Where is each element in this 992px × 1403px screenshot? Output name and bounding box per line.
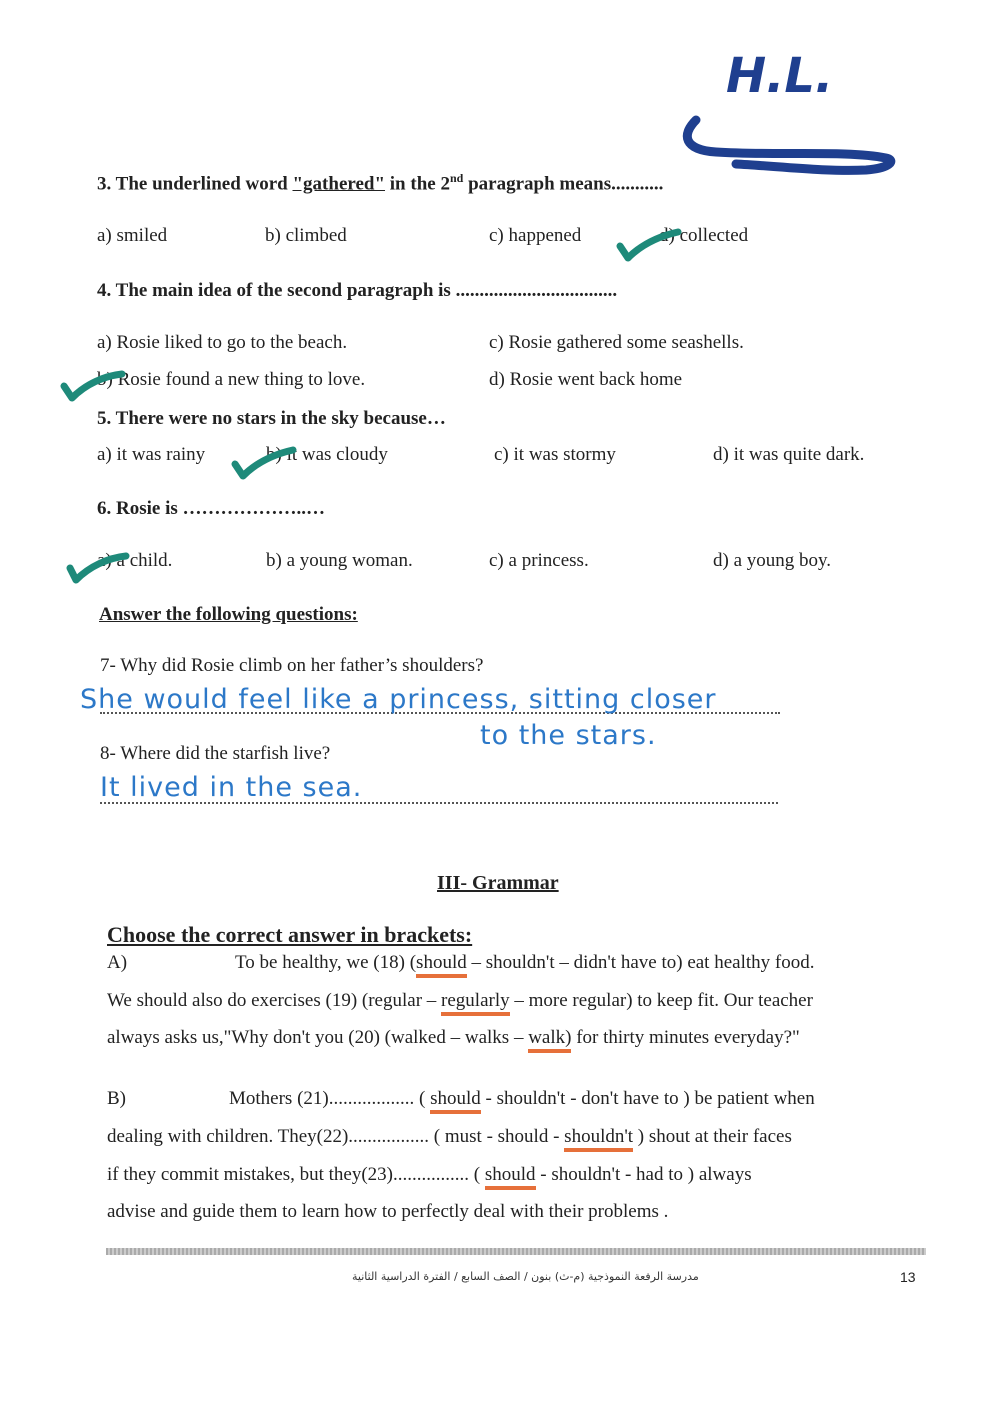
footer-rule [106, 1248, 926, 1255]
q5-option-a[interactable]: a) it was rainy [97, 444, 206, 465]
checkmark-icon [58, 366, 128, 402]
question-3: 3. The underlined word "gathered" in the 2nd paragraph means........... [97, 171, 664, 195]
q5-option-d[interactable]: d) it was quite dark. [713, 444, 865, 465]
answer-highlight[interactable]: regularly [441, 990, 510, 1016]
answer-highlight[interactable]: walk) [528, 1027, 571, 1053]
grammar-b-line1: Mothers (21).................. ( should - shouldn't - don't have to ) be patient when [229, 1080, 815, 1118]
underlined-word: "gathered" [292, 173, 386, 195]
question-4: 4. The main idea of the second paragraph is .................................. [97, 280, 618, 301]
answer-highlight[interactable]: should [485, 1164, 536, 1190]
grammar-b-label: B) [107, 1088, 126, 1109]
grammar-b-line4: advise and guide them to learn how to perfectly deal with their problems . [107, 1201, 669, 1222]
question-7: 7- Why did Rosie climb on her father’s shoulders? [100, 655, 484, 676]
answer-heading: Answer the following questions: [99, 604, 358, 625]
teacher-initials [676, 40, 906, 190]
footer-text: مدرسة الرفعة النموذجية (م-ث) بنون / الصف السابع / الفترة الدراسية الثانية [352, 1270, 699, 1283]
q4-option-a[interactable]: a) Rosie liked to go to the beach. [97, 332, 348, 353]
q8-answer: It lived in the sea. [100, 772, 363, 803]
checkmark-icon [64, 548, 134, 584]
q6-option-d[interactable]: d) a young boy. [713, 550, 832, 571]
grammar-title: III- Grammar [437, 872, 559, 894]
q4-option-c[interactable]: c) Rosie gathered some seashells. [489, 332, 744, 353]
checkmark-icon [229, 444, 299, 480]
q6-option-b[interactable]: b) a young woman. [266, 550, 413, 571]
grammar-b-line3: if they commit mistakes, but they(23)................ ( should - shouldn't - had to ) always [107, 1156, 752, 1194]
answer-highlight[interactable]: should [416, 952, 467, 978]
question-8: 8- Where did the starfish live? [100, 743, 331, 764]
q3-option-b[interactable]: b) climbed [265, 225, 347, 246]
checkmark-icon [614, 226, 684, 262]
q7-answer-line2: to the stars. [480, 720, 657, 751]
q6-option-a[interactable]: a) a child. [97, 550, 173, 571]
question-6: 6. Rosie is ………………..… [97, 498, 325, 519]
grammar-a-label: A) [107, 952, 128, 973]
grammar-b-line2: dealing with children. They(22)................. ( must - should - shouldn't ) shout at their faces [107, 1118, 792, 1156]
q3-option-a[interactable]: a) smiled [97, 225, 168, 246]
answer-highlight[interactable]: should [430, 1088, 481, 1114]
answer-highlight[interactable]: shouldn't [564, 1126, 633, 1152]
grammar-instruction: Choose the correct answer in brackets: [107, 922, 473, 947]
grammar-a-line1: To be healthy, we (18) (should – shouldn't – didn't have to) eat healthy food. [235, 944, 814, 982]
initials-text: H.L. [726, 48, 834, 104]
q4-option-d[interactable]: d) Rosie went back home [489, 369, 683, 390]
q3-option-d[interactable]: d) collected [659, 225, 749, 246]
q6-option-c[interactable]: c) a princess. [489, 550, 589, 571]
page-number: 13 [900, 1269, 916, 1285]
question-5: 5. There were no stars in the sky because… [97, 408, 446, 429]
q4-option-b[interactable]: b) Rosie found a new thing to love. [97, 369, 366, 390]
q7-answer-line1: She would feel like a princess, sitting closer [80, 684, 717, 715]
q5-option-b[interactable]: b) it was cloudy [266, 444, 388, 465]
grammar-a-line3: always asks us,"Why don't you (20) (walked – walks – walk) for thirty minutes everyday?" [107, 1019, 800, 1057]
grammar-a-line2: We should also do exercises (19) (regular – regularly – more regular) to keep fit. Our teacher [107, 982, 813, 1020]
q5-option-c[interactable]: c) it was stormy [494, 444, 616, 465]
q3-option-c[interactable]: c) happened [489, 225, 582, 246]
